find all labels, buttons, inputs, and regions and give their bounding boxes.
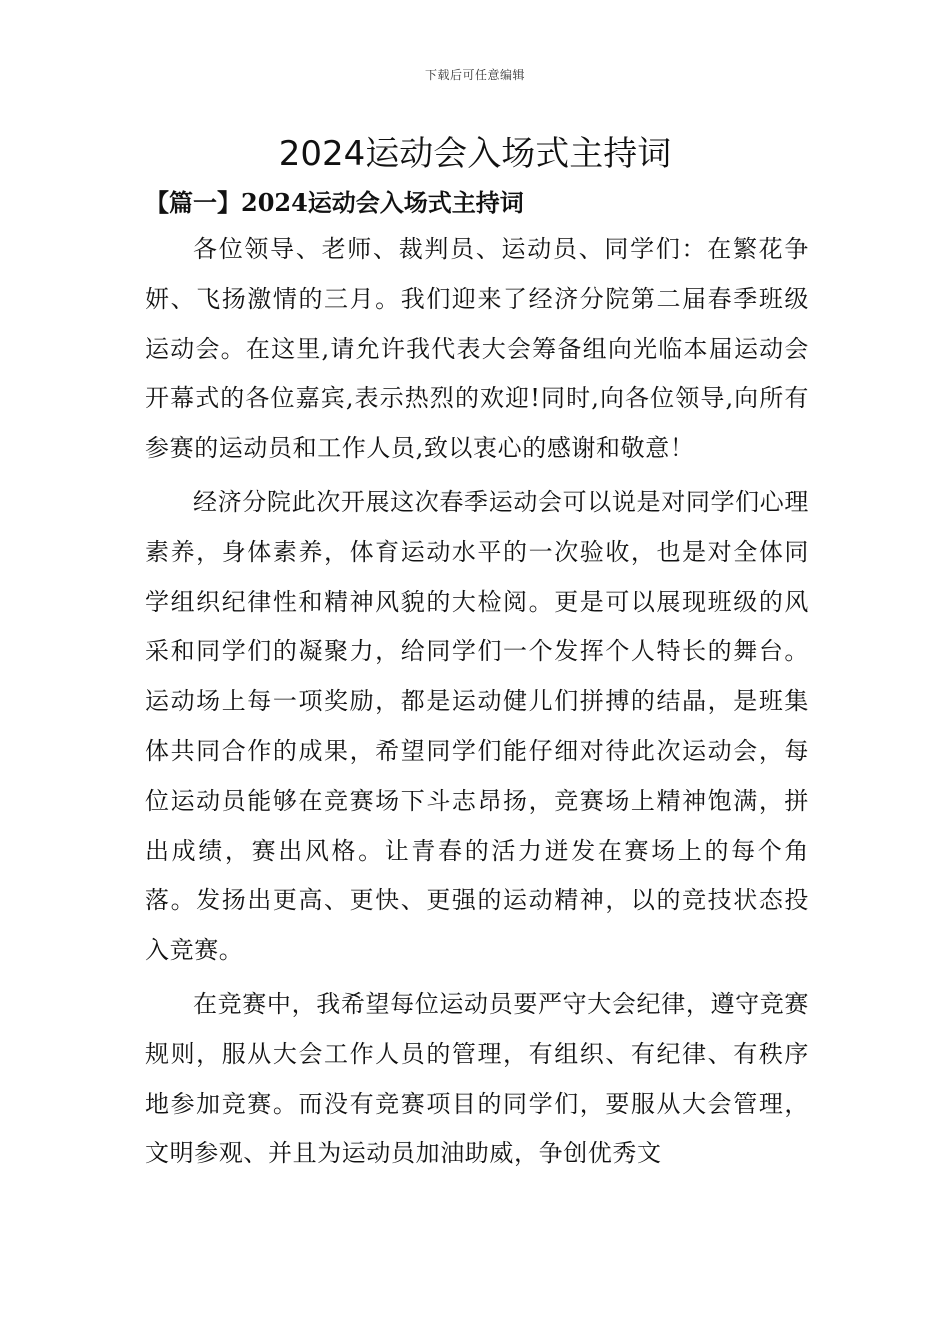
paragraph: 经济分院此次开展这次春季运动会可以说是对同学们心理素养，身体素养，体育运动水平的一次验收，也是对全体同学组织纪律性和精神风貌的大检阅。更是可以展现班级的风采和同学们的凝聚力，给同学们一个发挥个人特长的舞台。运动场上每一项奖励，都是运动健儿们拼搏的结晶，是班集体共同合作的成果，希望同学们能仔细对待此次运动会，每位运动员能够在竞赛场下斗志昂扬，竞赛场上精神饱满，拼出成绩，赛出风格。让青春的活力迸发在赛场上的每个角落。发扬出更高、更快、更强的运动精神，以的竞技状态投入竞赛。 bbox=[145, 487, 809, 965]
document-title: 2024运动会入场式主持词 bbox=[278, 134, 672, 174]
header-note: 下载后可任意编辑 bbox=[424, 68, 525, 82]
paragraph: 各位领导、老师、裁判员、运动员、同学们：在繁花争妍、飞扬激情的三月。我们迎来了经济分院第二届春季班级运动会。在这里,请允许我代表大会筹备组向光临本届运动会开幕式的各位嘉宾,表示热烈的欢迎!同时,向各位领导,向所有参赛的运动员和工作人员,致以衷心的感谢和敬意！ bbox=[145, 235, 809, 463]
paragraph: 在竞赛中，我希望每位运动员要严守大会纪律，遵守竞赛规则，服从大会工作人员的管理，有组织、有纪律、有秩序地参加竞赛。而没有竞赛项目的同学们，要服从大会管理，文明参观、并且为运动员加油助威，争创优秀文 bbox=[145, 989, 809, 1168]
section-heading: 【篇一】2024运动会入场式主持词 bbox=[145, 188, 524, 217]
document-body bbox=[145, 225, 809, 1183]
